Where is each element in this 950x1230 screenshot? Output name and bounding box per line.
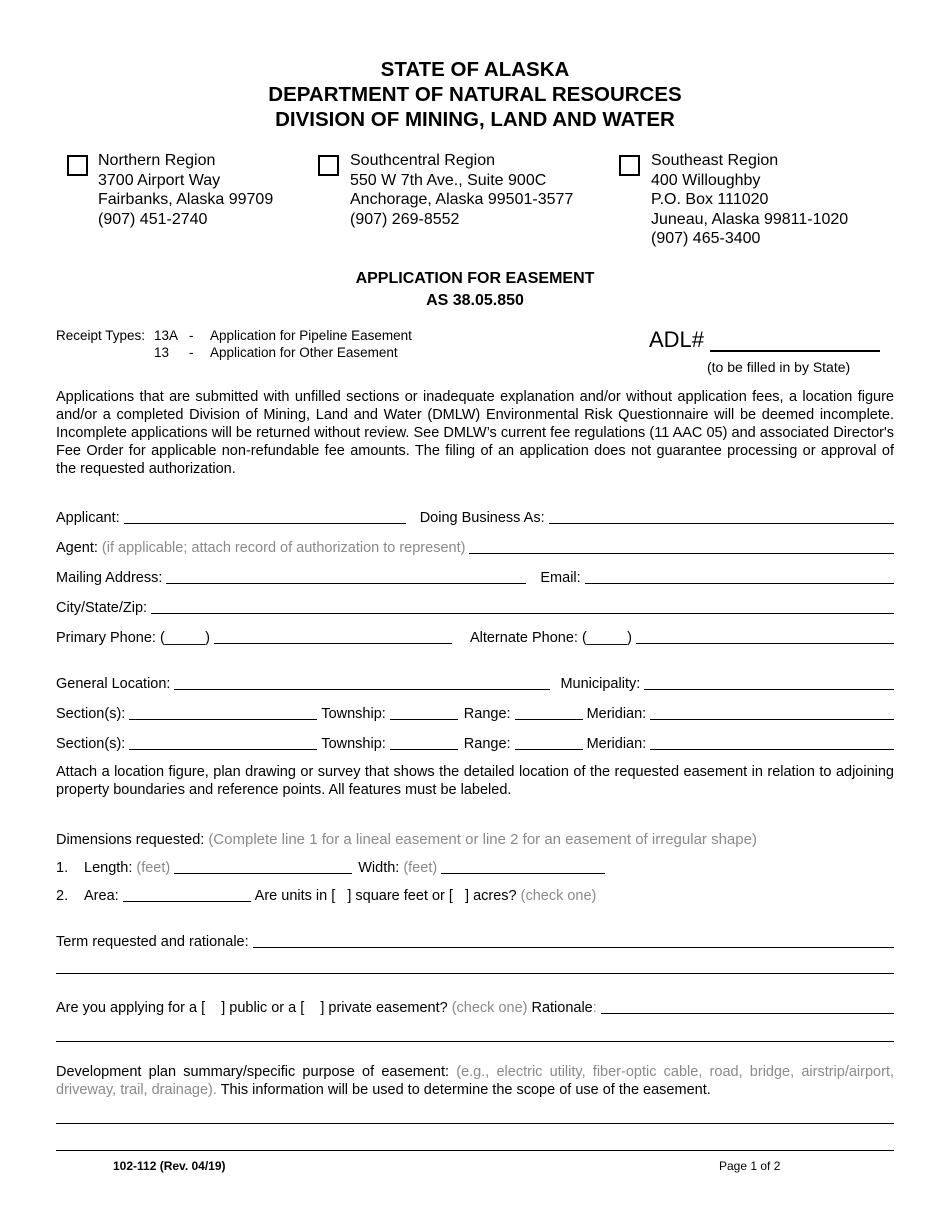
region-name: Northern Region: [98, 152, 216, 169]
development-text: This information will be used to determine the scope of use of the easement.: [220, 1082, 711, 1098]
township-field[interactable]: [390, 734, 458, 750]
term-field-line-2[interactable]: [56, 973, 894, 974]
dimensions-label: Dimensions requested:: [56, 832, 205, 848]
adl-label: ADL#: [649, 327, 705, 352]
application-title: APPLICATION FOR EASEMENT: [355, 270, 595, 287]
area-field[interactable]: [123, 886, 251, 902]
email-label: Email:: [540, 570, 581, 586]
rationale-field[interactable]: [601, 998, 894, 1014]
page-number: Page 1 of 2: [719, 1159, 781, 1173]
range-label: Range:: [463, 706, 511, 722]
dba-label: Doing Business As:: [419, 510, 545, 526]
mailing-field[interactable]: [166, 568, 526, 584]
southeast-region-address: [651, 151, 848, 249]
city-field[interactable]: [151, 598, 894, 614]
range-field[interactable]: [515, 704, 583, 720]
application-statute: AS 38.05.850: [426, 292, 524, 309]
width-field[interactable]: [441, 858, 605, 874]
agent-field[interactable]: [469, 538, 894, 554]
receipt-desc-other: Application for Other Easement: [210, 345, 398, 360]
length-unit: (feet): [136, 860, 171, 876]
region-phone: (907) 269-8552: [350, 210, 460, 228]
line-number-1: 1.: [56, 860, 69, 876]
phone-row: [56, 626, 894, 646]
meridian-field[interactable]: [650, 734, 894, 750]
primary-phone-label: Primary Phone: (_____): [56, 630, 210, 646]
length-label: Length:: [84, 860, 133, 876]
dba-field[interactable]: [549, 508, 894, 524]
sections-label: Section(s):: [56, 706, 126, 722]
easement-type-question[interactable]: Are you applying for a [ ] public or a [ ] private easement?: [56, 1000, 448, 1016]
mailing-row: [56, 566, 894, 586]
agent-label: Agent:: [56, 540, 98, 556]
northern-region-address: [98, 151, 273, 229]
receipt-types-label: Receipt Types:: [56, 328, 146, 343]
region-phone: (907) 465-3400: [651, 230, 761, 247]
city-row: [56, 596, 894, 616]
primary-phone-field[interactable]: [214, 628, 452, 644]
region-name: Southcentral Region: [350, 152, 495, 169]
applicant-label: Applicant:: [56, 510, 120, 526]
southeast-region-checkbox[interactable]: [619, 155, 640, 176]
municipality-label: Municipality:: [560, 676, 641, 692]
term-row: [56, 930, 894, 950]
length-field[interactable]: [174, 858, 352, 874]
region-name: Southeast Region: [651, 152, 779, 169]
general-location-label: General Location:: [56, 676, 171, 692]
southcentral-region-address: [350, 151, 573, 229]
region-city: Fairbanks, Alaska 99709: [98, 191, 274, 208]
development-hint: (e.g., electric utility, fiber-optic cable, road, bridge, airstrip/airport, driveway, trail, drainage).: [56, 1064, 895, 1098]
development-field-line-1[interactable]: [56, 1123, 894, 1124]
applicant-field[interactable]: [124, 508, 406, 524]
line-number-2: 2.: [56, 888, 69, 904]
location-row: [56, 672, 894, 692]
sections-row-2: [56, 732, 894, 752]
sections-row-1: [56, 702, 894, 722]
term-field[interactable]: [253, 932, 894, 948]
email-field[interactable]: [585, 568, 894, 584]
alt-phone-label: Alternate Phone: (_____): [469, 630, 632, 646]
header-line-3: DIVISION OF MINING, LAND AND WATER: [275, 108, 675, 131]
width-label: Width:: [358, 860, 400, 876]
term-label: Term requested and rationale:: [56, 934, 249, 950]
rationale-field-line-2[interactable]: [56, 1041, 894, 1042]
header-line-1: STATE OF ALASKA: [380, 58, 570, 81]
dimensions-hint: (Complete line 1 for a lineal easement or line 2 for an easement of irregular shape): [208, 831, 757, 848]
adl-note: (to be filled in by State): [707, 359, 851, 375]
range-field[interactable]: [515, 734, 583, 750]
rationale-label: Rationale: [531, 1000, 593, 1016]
region-street: 3700 Airport Way: [98, 171, 221, 189]
region-city: Anchorage, Alaska 99501-3577: [350, 191, 574, 208]
meridian-field[interactable]: [650, 704, 894, 720]
township-field[interactable]: [390, 704, 458, 720]
northern-region-checkbox[interactable]: [67, 155, 88, 176]
sections-label: Section(s):: [56, 736, 126, 752]
general-location-field[interactable]: [174, 674, 550, 690]
sections-field[interactable]: [129, 704, 317, 720]
meridian-label: Meridian:: [586, 736, 647, 752]
township-label: Township:: [321, 706, 386, 722]
receipt-code-13: 13: [154, 345, 170, 360]
width-unit: (feet): [403, 860, 438, 876]
attach-note: Attach a location figure, plan drawing or survey that shows the detailed location of the requested easement in relation to adjoining property boundaries and reference points. All features must be labeled.: [56, 764, 894, 798]
adl-input-line[interactable]: [710, 350, 880, 352]
rationale-colon: :: [592, 1000, 597, 1016]
applicant-row: [56, 506, 894, 526]
receipt-code-13a: 13A: [154, 328, 179, 343]
region-phone: (907) 451-2740: [98, 210, 208, 228]
easement-type-row: [56, 996, 894, 1016]
area-units-check-hint: (check one): [520, 888, 597, 904]
range-label: Range:: [463, 736, 511, 752]
receipt-dash: -: [189, 328, 194, 343]
form-number: 102-112 (Rev. 04/19): [113, 1159, 226, 1173]
dimensions-row: [56, 828, 894, 848]
region-city: Juneau, Alaska 99811-1020: [651, 210, 849, 228]
sections-field[interactable]: [129, 734, 317, 750]
intro-paragraph: Applications that are submitted with unfilled sections or inadequate explanation and/or without application fees, a location figure and/or a completed Division of Mining, Land and Water (DMLW) Environmental Risk Questionnaire will be deemed incomplete. Incomplete applications will be returned without review. See DMLW’s current fee regulations (11 AAC 05) and associated Director's Fee Order for applicable non-refundable fee amounts. The filing of an application does not guarantee processing or approval of the requested authorization.: [56, 389, 894, 477]
southcentral-region-checkbox[interactable]: [318, 155, 339, 176]
development-field-line-2[interactable]: [56, 1150, 894, 1151]
agent-hint: (if applicable; attach record of authorization to represent): [101, 540, 466, 556]
area-label: Area:: [84, 888, 119, 904]
mailing-label: Mailing Address:: [56, 570, 163, 586]
receipt-desc-pipeline: Application for Pipeline Easement: [210, 328, 412, 343]
area-units-question[interactable]: Are units in [ ] square feet or [ ] acres?: [254, 888, 517, 904]
receipt-dash: -: [189, 345, 194, 360]
agent-row: [56, 536, 894, 556]
township-label: Township:: [321, 736, 386, 752]
meridian-label: Meridian:: [586, 706, 647, 722]
municipality-field[interactable]: [644, 674, 894, 690]
region-street: 550 W 7th Ave., Suite 900C: [350, 171, 547, 189]
dimensions-line-1: [56, 856, 656, 876]
development-plan-paragraph: [56, 1063, 894, 1099]
header-line-2: DEPARTMENT OF NATURAL RESOURCES: [268, 83, 682, 106]
region-pobox: P.O. Box 111020: [651, 191, 769, 208]
alt-phone-field[interactable]: [636, 628, 894, 644]
city-label: City/State/Zip:: [56, 600, 148, 616]
region-street: 400 Willoughby: [651, 171, 761, 189]
dimensions-line-2: [56, 884, 756, 904]
development-label: Development plan summary/specific purpose of easement:: [56, 1064, 450, 1080]
easement-type-check-hint: (check one): [451, 1000, 528, 1016]
